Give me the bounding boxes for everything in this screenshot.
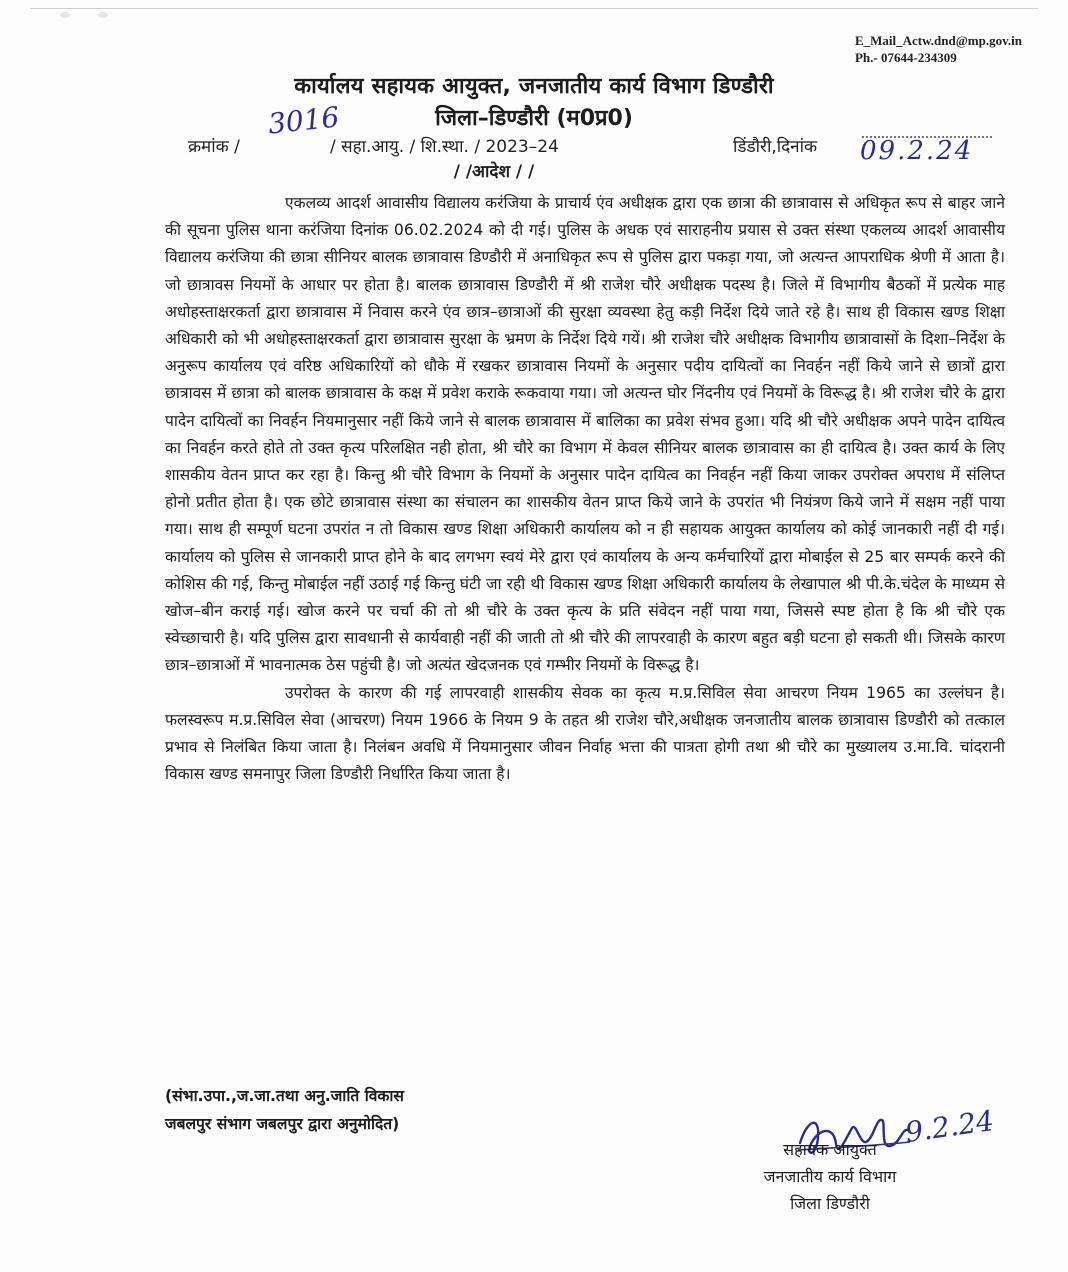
approval-line-1: (संभा.उपा.,ज.जा.तथा अनु.जाति विकास xyxy=(165,1087,404,1105)
phone-number: Ph.- 07644-234309 xyxy=(854,50,957,65)
punch-hole xyxy=(98,12,108,18)
reference-number: 3016 xyxy=(266,100,341,141)
order-body xyxy=(165,190,1005,788)
signature-date: 9.2.24 xyxy=(903,1103,996,1150)
signatory-designation: सहायक आयुक्त xyxy=(783,1140,877,1159)
page-edge xyxy=(30,8,1038,9)
approval-note xyxy=(165,1082,404,1138)
reference-suffix: / सहा.आयु. / शि.स्था. / 2023–24 xyxy=(330,137,559,157)
punch-hole xyxy=(60,12,70,18)
office-heading: कार्यालय सहायक आयुक्त, जनजातीय कार्य विभाग डिण्डौरी xyxy=(294,74,774,99)
signatory-department: जनजातीय कार्य विभाग xyxy=(763,1167,897,1186)
date-value: 09.2.24 xyxy=(860,136,974,166)
order-title: / /आदेश / / xyxy=(453,162,535,182)
approval-line-2: जबलपुर संभाग जबलपुर द्वारा अनुमोदित) xyxy=(165,1115,400,1133)
paragraph-2: उपरोक्त के कारण की गई लापरवाही शासकीय सेवक का कृत्य म.प्र.सिविल सेवा आचरण नियम 1965 का उल्लंघन है। फलस्वरूप म.प्र.सिविल सेवा (आचरण) नियम 1966 के नियम 9 के तहत श्री राजेश चौरे,अधीक्षक जनजातीय बालक छात्रावास डिण्डौरी को तत्काल प्रभाव से निलंबित किया जाता है। निलंबन अवधि में नियमानुसार जीवन निर्वाह भत्ता की पात्रता होगी तथा श्री चौरे का मुख्यालय उ.मा.वि. चांदरानी विकास खण्ड समनापुर जिला डिण्डौरी निर्धारित किया जाता है। xyxy=(165,683,1005,784)
signatory-block xyxy=(730,1136,930,1217)
contact-block xyxy=(855,32,1022,66)
email-address: E_Mail_Actw.dnd@mp.gov.in xyxy=(854,33,1022,48)
paragraph-1: एकलव्य आदर्श आवासीय विद्यालय करंजिया के प्राचार्य एंव अधीक्षक द्वारा एक छात्रा की छात्रावास से अधिकृत रूप से बाहर जाने की सूचना पुलिस थाना करंजिया दिनांक 06.02.2024 को दी गई। पुलिस के अधक एवं साराहनीय प्रयास से उक्त संस्था एकलव्य आदर्श आवासीय विद्यालय करंजिया की छात्रा सीनियर बालक छात्रावास डिण्डौरी में अनाधिकृत रूप से पुलिस द्वारा पकड़ा गया, जो अत्यन्त आपराधिक श्रेणी में आता है। जो छात्रावस नियमों के आधार पर होता है। बालक छात्रावास डिण्डौरी में श्री राजेश चौरे अधीक्षक पदस्थ है। जिले में विभागीय बैठकों में प्रत्येक माह अधोहस्ताक्षरकर्ता द्वारा छात्रावास में निवास करने एंव छात्र–छात्राओं की सुरक्षा व्यवस्था हेतु कड़ी निर्देश दिये जाते रहे है। साथ ही विकास खण्ड शिक्षा अधिकारी को भी अधोहस्ताक्षरकर्ता द्वारा छात्रावास सुरक्षा के भ्रमण के निर्देश दिये गयें। श्री राजेश चौरे अधीक्षक विभागीय छात्रावासों के दिशा–निर्देश के अनुरूप कार्यालय एवं वरिष्ठ अधिकारियों को धौके में रखकर छात्रावास नियमों के अनुसार पदीय दायित्वों का निवर्हन नहीं किये जाने से छात्रों द्वारा छात्रावस में छात्रा को बालक छात्रावास के कक्ष में प्रवेश कराके रूकवाया गया। जो अत्यन्त घोर निंदनीय एवं नियमों के विरूद्ध है। श्री राजेश चौरे के द्वारा पादेन दायित्वों का निवर्हन नियमानुसार नहीं किये जाने से बालक छात्रावास में बालिका का प्रवेश संभव हुआ। यदि श्री चौरे अधीक्षक अपने पादेन दायित्व का निवर्हन करते होते तो उक्त कृत्य परिलक्षित नही होता, श्री चौरे का विभाग में केवल सीनियर बालक छात्रावास का ही दायित्व है। उक्त कार्य के लिए शासकीय वेतन प्राप्त कर रहा है। किन्तु श्री चौरे विभाग के नियमों के अनुसार पादेन दायित्व का निवर्हन नहीं किया जाकर उपरोक्त अपराध में संलिप्त होनो प्रतीत होता है। एक छोटे छात्रावास संस्था का संचालन का शासकीय वेतन प्राप्त किये जाने के उपरांत भी नियंत्रण किये जाने में सक्षम नहीं पाया गया। साथ ही सम्पूर्ण घटना उपरांत न तो विकास खण्ड शिक्षा अधिकारी कार्यालय को न ही सहायक आयुक्त कार्यालय को कोई जानकारी नहीं दी गई। कार्यालय को पुलिस से जानकारी प्राप्त होने के बाद लगभग स्वयं मेरे द्वारा एवं कार्यालय के अन्य कर्मचारियों द्वारा मोबाईल से 25 बार सम्पर्क करने की कोशिस की गई, किन्तु मोबाईल नहीं उठाई गई किन्तु घंटी जा रही थी विकास खण्ड शिक्षा अधिकारी कार्यालय के लेखापाल श्री पी.के.चंदेल के माध्यम से खोज–बीन कराई गई। खोज करने पर चर्चा की तो श्री चौरे के उक्त कृत्य के प्रति संवेदन नहीं पाया गया, जिससे स्पष्ट होता है कि श्री चौरे एक स्वेच्छाचारी है। यदि पुलिस द्वारा सावधानी से कार्यवाही नहीं की जाती तो श्री चौरे की लापरवाही के कारण बहुत बड़ी घटना हो सकती थी। जिसके कारण छात्र–छात्राओं में भावनात्मक ठेस पहुंची है। जो अत्यंत खेदजनक एवं गम्भीर नियमों के विरूद्ध है। xyxy=(165,194,1005,675)
date-label: डिंडौरी,दिनांक xyxy=(733,137,818,157)
signatory-district: जिला डिण्डौरी xyxy=(790,1194,870,1213)
district-heading: जिला–डिण्डौरी (म0प्र0) xyxy=(435,106,633,131)
reference-prefix: क्रमांक / xyxy=(188,137,240,157)
